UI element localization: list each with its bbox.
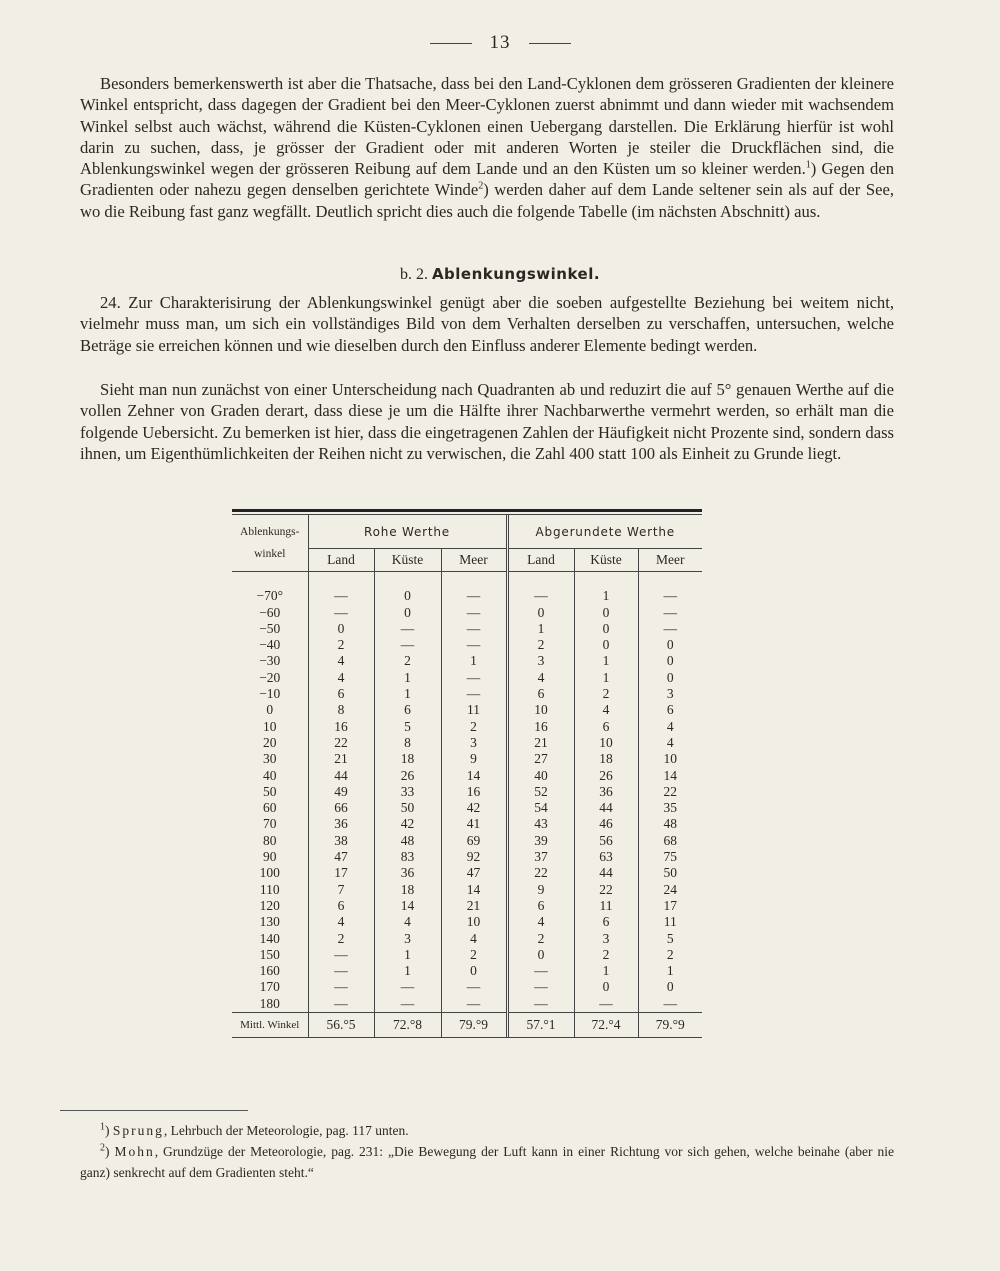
table-row	[232, 816, 702, 832]
raw-land-cell: —	[308, 996, 374, 1013]
table-row	[232, 849, 702, 865]
raw-land-cell: 47	[308, 849, 374, 865]
footnote-ref-1: 1	[805, 159, 811, 171]
rounded-meer-cell: 4	[638, 719, 702, 735]
rounded-land-cell: 0	[507, 947, 574, 963]
rounded-meer-cell: 35	[638, 800, 702, 816]
rounded-meer-cell: 3	[638, 686, 702, 702]
rounded-meer-cell: 5	[638, 931, 702, 947]
raw-meer-cell: 42	[441, 800, 507, 816]
rounded-land-cell: 2	[507, 931, 574, 947]
rounded-land-cell: 22	[507, 865, 574, 881]
table-row	[232, 702, 702, 718]
raw-land-cell: —	[308, 947, 374, 963]
table-row	[232, 719, 702, 735]
raw-meer-cell: 11	[441, 702, 507, 718]
rounded-meer-cell: 2	[638, 947, 702, 963]
angle-cell: −30	[259, 653, 281, 669]
raw-land-cell: 0	[308, 621, 374, 637]
raw-meer-cell: 41	[441, 816, 507, 832]
rounded-meer-cell: 14	[638, 768, 702, 784]
table-footer-row	[232, 1013, 702, 1038]
rounded-kueste-cell: 22	[574, 882, 638, 898]
mean-raw-kueste: 72.°8	[374, 1013, 441, 1038]
rounded-meer-cell: 0	[638, 670, 702, 686]
rounded-kueste-cell: 18	[574, 751, 638, 767]
footnote-2: $^2$) Mohn, Grundzüge der Meteorologie, pag. 231: „Die Bewegung der Luft kann in einer Richtung vor sich gehen, welche beinahe (aber nie ganz) senkrecht auf dem Gradienten steht.“	[80, 1142, 894, 1180]
raw-meer-cell: 1	[441, 653, 507, 669]
rounded-land-cell: —	[507, 979, 574, 995]
footnote-ref-2: 2	[478, 180, 484, 192]
rounded-land-cell: —	[507, 963, 574, 979]
angle-cell: 20	[263, 734, 277, 750]
angle-cell: 10	[263, 718, 277, 734]
raw-kueste-header: Küste	[374, 549, 441, 572]
raw-land-cell: 17	[308, 865, 374, 881]
rounded-land-cell: 4	[507, 914, 574, 930]
angle-cell: 40	[263, 767, 277, 783]
raw-meer-cell: —	[441, 670, 507, 686]
raw-meer-cell: 2	[441, 947, 507, 963]
angle-cell: 150	[259, 946, 280, 962]
rounded-land-cell: 6	[507, 898, 574, 914]
angle-cell: 140	[259, 930, 280, 946]
raw-meer-cell: 0	[441, 963, 507, 979]
angle-cell: −10	[259, 686, 281, 702]
raw-meer-cell: 2	[441, 719, 507, 735]
rounded-meer-cell: —	[638, 621, 702, 637]
rounded-meer-cell: 24	[638, 882, 702, 898]
table-row	[232, 605, 702, 621]
raw-meer-cell: —	[441, 588, 507, 604]
table-row	[232, 588, 702, 604]
angle-cell: 160	[259, 963, 280, 979]
angle-cell: 120	[259, 897, 280, 913]
raw-land-cell: 38	[308, 833, 374, 849]
raw-kueste-cell: 50	[374, 800, 441, 816]
raw-land-cell: 21	[308, 751, 374, 767]
rounded-kueste-cell: 0	[574, 979, 638, 995]
rounded-land-cell: 40	[507, 768, 574, 784]
angle-cell: −70°	[256, 588, 283, 604]
rounded-land-cell: 6	[507, 686, 574, 702]
table-row	[232, 768, 702, 784]
angle-cell: 130	[259, 914, 280, 930]
raw-land-cell: —	[308, 963, 374, 979]
raw-kueste-cell: 4	[374, 914, 441, 930]
raw-meer-cell: —	[441, 605, 507, 621]
raw-kueste-cell: —	[374, 996, 441, 1013]
rounded-meer-cell: 6	[638, 702, 702, 718]
table-row	[232, 979, 702, 995]
rounded-meer-cell: 0	[638, 979, 702, 995]
rounded-meer-cell: 48	[638, 816, 702, 832]
rounded-meer-header: Meer	[638, 549, 702, 572]
table-row	[232, 898, 702, 914]
table-row	[232, 670, 702, 686]
table-row	[232, 735, 702, 751]
angle-cell: 70	[263, 816, 277, 832]
raw-kueste-cell: —	[374, 637, 441, 653]
rounded-land-cell: 39	[507, 833, 574, 849]
table-row	[232, 686, 702, 702]
table-row	[232, 833, 702, 849]
raw-kueste-cell: 26	[374, 768, 441, 784]
table-row	[232, 800, 702, 816]
mean-rounded-land: 57.°1	[507, 1013, 574, 1038]
rounded-meer-cell: —	[638, 996, 702, 1013]
rounded-land-cell: 54	[507, 800, 574, 816]
angle-cell: −60	[259, 604, 281, 620]
raw-kueste-cell: 33	[374, 784, 441, 800]
angle-cell: 180	[259, 995, 280, 1011]
rounded-meer-cell: 0	[638, 637, 702, 653]
mean-angle-label: Mittl. Winkel	[232, 1013, 308, 1038]
raw-meer-cell: 9	[441, 751, 507, 767]
raw-kueste-cell: 18	[374, 751, 441, 767]
angle-cell: −50	[259, 620, 281, 636]
rounded-land-cell: 0	[507, 605, 574, 621]
table-row	[232, 621, 702, 637]
raw-meer-cell: 47	[441, 865, 507, 881]
rounded-kueste-cell: 1	[574, 963, 638, 979]
raw-kueste-cell: 48	[374, 833, 441, 849]
raw-kueste-cell: 14	[374, 898, 441, 914]
rounded-land-cell: 21	[507, 735, 574, 751]
raw-land-cell: —	[308, 605, 374, 621]
raw-land-cell: 22	[308, 735, 374, 751]
angle-cell: −20	[259, 669, 281, 685]
raw-land-cell: 4	[308, 653, 374, 669]
rounded-kueste-cell: 44	[574, 865, 638, 881]
rounded-land-cell: 10	[507, 702, 574, 718]
rounded-meer-cell: 4	[638, 735, 702, 751]
paragraph-overview: Sieht man nun zunächst von einer Unterscheidung nach Quadranten ab und reduzirt die auf 5° genauen Werthe auf die vollen Zehner von Graden derart, dass diese je um die Hälfte ihrer Nachbarwerthe vermehrt werden, so erhält man die folgende Uebersicht. Zu bemerken ist hier, dass die eingetragenen Zahlen der Häufigkeit nicht Prozente sind, sondern dass ihnen, um Eigenthümlichkeiten der Reihen nicht zu verwischen, die Zahl 400 statt 100 als Einheit zu Grunde liegt.	[80, 380, 894, 463]
rounded-kueste-cell: 26	[574, 768, 638, 784]
rounded-meer-cell: 50	[638, 865, 702, 881]
footnote-divider	[60, 1110, 248, 1111]
raw-meer-cell: 14	[441, 882, 507, 898]
rounded-kueste-cell: 63	[574, 849, 638, 865]
deflection-angle-table	[232, 509, 702, 1038]
angle-cell: −40	[259, 637, 281, 653]
raw-meer-cell: 14	[441, 768, 507, 784]
raw-meer-cell: 3	[441, 735, 507, 751]
raw-kueste-cell: 83	[374, 849, 441, 865]
rounded-kueste-cell: 0	[574, 621, 638, 637]
raw-land-header: Land	[308, 549, 374, 572]
raw-meer-cell: 92	[441, 849, 507, 865]
table-row	[232, 637, 702, 653]
table-row	[232, 947, 702, 963]
rounded-land-cell: 1	[507, 621, 574, 637]
rounded-kueste-cell: 36	[574, 784, 638, 800]
rounded-land-cell: 27	[507, 751, 574, 767]
raw-land-cell: 44	[308, 768, 374, 784]
mean-raw-land: 56.°5	[308, 1013, 374, 1038]
rounded-meer-cell: 75	[638, 849, 702, 865]
raw-kueste-cell: 6	[374, 702, 441, 718]
rounded-kueste-cell: 0	[574, 637, 638, 653]
raw-meer-cell: —	[441, 621, 507, 637]
mean-rounded-kueste: 72.°4	[574, 1013, 638, 1038]
raw-land-cell: 6	[308, 686, 374, 702]
raw-meer-cell: 10	[441, 914, 507, 930]
table-body	[232, 572, 702, 1013]
table-row	[232, 931, 702, 947]
rounded-meer-cell: 1	[638, 963, 702, 979]
raw-kueste-cell: 36	[374, 865, 441, 881]
rounded-kueste-cell: 6	[574, 914, 638, 930]
raw-kueste-cell: 0	[374, 605, 441, 621]
raw-land-cell: —	[308, 588, 374, 604]
raw-kueste-cell: —	[374, 621, 441, 637]
rounded-land-cell: 2	[507, 637, 574, 653]
raw-land-cell: 66	[308, 800, 374, 816]
raw-kueste-cell: 0	[374, 588, 441, 604]
rounded-land-cell: —	[507, 996, 574, 1013]
raw-kueste-cell: 1	[374, 670, 441, 686]
raw-land-cell: 4	[308, 670, 374, 686]
angle-cell: 0	[266, 702, 274, 718]
rounded-kueste-cell: 1	[574, 653, 638, 669]
raw-land-cell: 4	[308, 914, 374, 930]
raw-meer-cell: 69	[441, 833, 507, 849]
rounded-meer-cell: 0	[638, 653, 702, 669]
rounded-meer-cell: 22	[638, 784, 702, 800]
rounded-meer-cell: 10	[638, 751, 702, 767]
table-row	[232, 963, 702, 979]
angle-column-header: Ablenkungs- winkel	[240, 526, 300, 560]
raw-meer-header: Meer	[441, 549, 507, 572]
rounded-kueste-cell: 56	[574, 833, 638, 849]
rounded-kueste-cell: 2	[574, 947, 638, 963]
rounded-kueste-cell: 1	[574, 588, 638, 604]
rounded-values-header: Abgerundete Werthe	[507, 515, 702, 549]
raw-land-cell: 6	[308, 898, 374, 914]
raw-land-cell: 8	[308, 702, 374, 718]
rounded-land-cell: 43	[507, 816, 574, 832]
angle-cell: 50	[263, 783, 277, 799]
raw-values-header: Rohe Werthe	[308, 515, 507, 549]
rounded-land-cell: 9	[507, 882, 574, 898]
rounded-land-cell: —	[507, 588, 574, 604]
angle-cell: 110	[259, 881, 280, 897]
rounded-meer-cell: —	[638, 605, 702, 621]
rounded-kueste-cell: 1	[574, 670, 638, 686]
section-heading: b. 2. Ablenkungswinkel.	[399, 265, 601, 283]
raw-kueste-cell: 5	[374, 719, 441, 735]
rounded-kueste-cell: 0	[574, 605, 638, 621]
rounded-land-cell: 37	[507, 849, 574, 865]
footnote-1: $^1$) Sprung, Lehrbuch der Meteorologie, pag. 117 unten.	[100, 1121, 409, 1138]
table-row	[232, 784, 702, 800]
paragraph-24: 24. Zur Charakterisirung der Ablenkungswinkel genügt aber die soeben aufgestellte Beziehung bei weitem nicht, vielmehr muss man, um sich ein vollständiges Bild von dem Verhalten derselben zu verschaffen, untersuchen, welche Beträge sie erreichen können und wie dieselben durch den Einfluss anderer Elemente bedingt werden.	[80, 293, 894, 355]
rounded-meer-cell: 11	[638, 914, 702, 930]
angle-cell: 80	[263, 832, 277, 848]
raw-meer-cell: 21	[441, 898, 507, 914]
angle-cell: 90	[263, 849, 277, 865]
raw-meer-cell: —	[441, 979, 507, 995]
rounded-meer-cell: 17	[638, 898, 702, 914]
angle-cell: 170	[259, 979, 280, 995]
angle-cell: 30	[263, 751, 277, 767]
raw-kueste-cell: 1	[374, 947, 441, 963]
raw-meer-cell: —	[441, 686, 507, 702]
rounded-kueste-cell: 4	[574, 702, 638, 718]
rounded-kueste-cell: 10	[574, 735, 638, 751]
angle-cell: 100	[259, 865, 280, 881]
raw-meer-cell: 4	[441, 931, 507, 947]
raw-kueste-cell: 1	[374, 686, 441, 702]
rounded-land-cell: 4	[507, 670, 574, 686]
rounded-meer-cell: —	[638, 588, 702, 604]
rounded-kueste-cell: 3	[574, 931, 638, 947]
raw-meer-cell: —	[441, 637, 507, 653]
angle-cell: 60	[263, 800, 277, 816]
raw-land-cell: 2	[308, 931, 374, 947]
table-row	[232, 882, 702, 898]
table-row	[232, 751, 702, 767]
page-number: 13	[0, 32, 1000, 54]
rounded-kueste-cell: 6	[574, 719, 638, 735]
raw-land-cell: —	[308, 979, 374, 995]
raw-kueste-cell: 42	[374, 816, 441, 832]
table-row	[232, 653, 702, 669]
rounded-land-cell: 3	[507, 653, 574, 669]
rounded-kueste-cell: 11	[574, 898, 638, 914]
raw-land-cell: 36	[308, 816, 374, 832]
table-row	[232, 865, 702, 881]
rounded-meer-cell: 68	[638, 833, 702, 849]
raw-kueste-cell: 3	[374, 931, 441, 947]
rounded-land-cell: 52	[507, 784, 574, 800]
raw-kueste-cell: 1	[374, 963, 441, 979]
rounded-kueste-header: Küste	[574, 549, 638, 572]
raw-meer-cell: —	[441, 996, 507, 1013]
rounded-land-header: Land	[507, 549, 574, 572]
raw-meer-cell: 16	[441, 784, 507, 800]
table-row	[232, 996, 702, 1013]
rounded-land-cell: 16	[507, 719, 574, 735]
mean-rounded-meer: 79.°9	[638, 1013, 702, 1038]
rounded-kueste-cell: —	[574, 996, 638, 1013]
rounded-kueste-cell: 44	[574, 800, 638, 816]
raw-kueste-cell: 18	[374, 882, 441, 898]
rounded-kueste-cell: 46	[574, 816, 638, 832]
raw-kueste-cell: —	[374, 979, 441, 995]
raw-kueste-cell: 8	[374, 735, 441, 751]
raw-land-cell: 16	[308, 719, 374, 735]
raw-land-cell: 49	[308, 784, 374, 800]
raw-land-cell: 7	[308, 882, 374, 898]
mean-raw-meer: 79.°9	[441, 1013, 507, 1038]
footnotes	[80, 1120, 894, 1183]
paragraph-intro: Besonders bemerkenswerth ist aber die Thatsache, dass bei den Land-Cyklonen dem grösseren Gradienten der kleinere Winkel entspricht, dass dagegen der Gradient bei den Meer-Cyklonen zuerst abnimmt und dann wieder mit wachsendem Winkel selbst auch wächst, während die Küsten-Cyklonen einen Uebergang darstellen. Die Erklärung hierfür ist wohl darin zu suchen, dass, je grösser der Gradient oder mit anderen Worten je steiler die Druckflächen sind, die Ablenkungswinkel wegen der grösseren Reibung auf dem Lande und an den Küsten um so kleiner werden.$^1$) Gegen den Gradienten oder nahezu gegen denselben gerichtete Winde$^2$) werden daher auf dem Lande seltener sein als auf der See, wo die Reibung fast ganz wegfällt. Deutlich spricht dies auch die folgende Tabelle (im nächsten Abschnitt) aus.	[80, 74, 894, 221]
raw-kueste-cell: 2	[374, 653, 441, 669]
raw-land-cell: 2	[308, 637, 374, 653]
table-row	[232, 914, 702, 930]
rounded-kueste-cell: 2	[574, 686, 638, 702]
